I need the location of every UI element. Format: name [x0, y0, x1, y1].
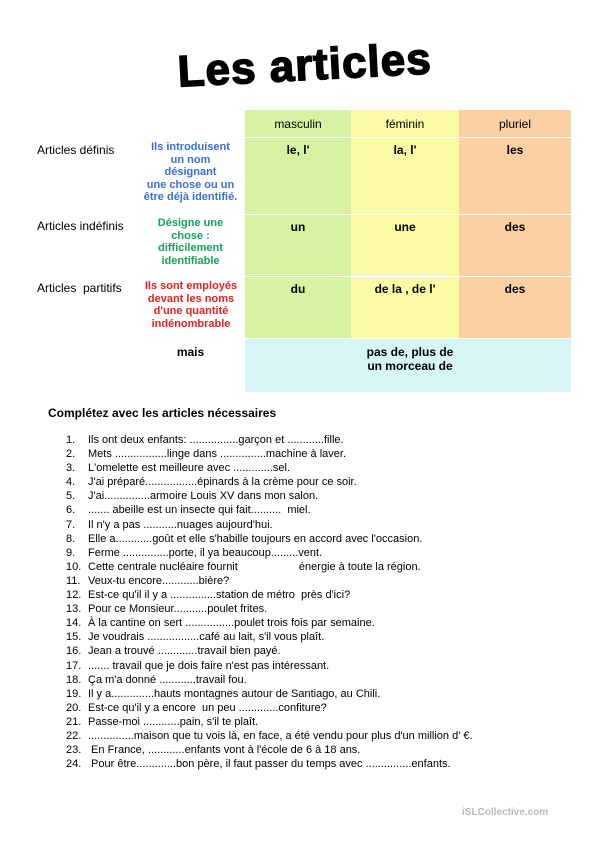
- exercise-number: 19.: [66, 687, 82, 700]
- exercise-text: Passe-moi ............pain, s'il te plaît.: [88, 715, 259, 728]
- exercise-number: 6.: [66, 504, 76, 517]
- exercise-text: Veux-tu encore............bière?: [88, 574, 230, 587]
- exercise-number: 16.: [66, 645, 82, 658]
- cell-definis-masculin: le, l': [245, 137, 351, 214]
- exercise-number: 11.: [66, 574, 81, 587]
- exercise-text: Pour ce Monsieur...........poulet frites.: [88, 603, 268, 616]
- exercise-item: [66, 475, 586, 489]
- header-feminin: féminin: [351, 110, 459, 137]
- footer-watermark: iSLCollective.com: [462, 807, 549, 818]
- exercise-item: [66, 574, 586, 588]
- exercise-item: [66, 743, 586, 757]
- exercise-item: [66, 616, 586, 630]
- exercise-item: [66, 447, 586, 461]
- exercise-instruction: Complétez avec les articles nécessaires: [48, 406, 277, 420]
- mais-label: mais: [176, 345, 205, 359]
- exercise-number: 24.: [66, 758, 82, 771]
- exercise-number: 10.: [66, 560, 82, 573]
- description-partitifs: Ils sont employés devant les noms d'une quantité indénombrable: [144, 280, 238, 330]
- exercise-number: 3.: [66, 462, 76, 475]
- description-definis: Ils introduisent un nom désignant une chose ou un être déjà identifié.: [143, 141, 238, 204]
- exercise-text: Je voudrais .................café au lait, s'il vous plaît.: [88, 631, 325, 644]
- exercise-text: Est-ce qu'il il y a ...............station de métro près d'ici?: [88, 589, 351, 602]
- cell-definis-pluriel: les: [459, 137, 571, 214]
- exercise-text: ....... abeille est un insecte qui fait.......... miel.: [88, 504, 311, 517]
- exercise-item: [66, 701, 586, 715]
- exercise-number: 7.: [66, 518, 76, 531]
- exercise-item: [66, 560, 586, 574]
- exercise-number: 14.: [66, 617, 82, 630]
- exercise-text: ...............maison que tu vois là, en face, a été vendu pour plus d'un million d' €.: [88, 729, 473, 742]
- exercise-text: J'ai préparé.................épinards à la crème pour ce soir.: [88, 476, 357, 489]
- cell-indefinis-feminin: une: [351, 214, 459, 276]
- exercise-number: 21.: [66, 715, 82, 728]
- description-indefinis: Désigne une chose : difficilement identifiable: [157, 217, 224, 267]
- exercise-text: En France, ............enfants vont à l'école de 6 à 18 ans.: [88, 744, 361, 757]
- exercise-number: 12.: [66, 589, 82, 602]
- exercise-item: [66, 489, 586, 503]
- row-label-indefinis: Articles indéfinis: [37, 219, 124, 233]
- exercise-text: L'omelette est meilleure avec .............sel.: [88, 462, 291, 475]
- exercise-item: [66, 503, 586, 517]
- exercise-text: À la cantine on sert ................poulet trois fois par semaine.: [88, 617, 375, 630]
- mais-value: pas de, plus de un morceau de: [366, 345, 454, 373]
- exercise-text: Ils ont deux enfants: ................garçon et ............fille.: [88, 434, 344, 446]
- exercise-text: J'ai...............armoire Louis XV dans mon salon.: [88, 490, 319, 503]
- exercise-text: Il y a..............hauts montagnes autour de Santiago, au Chili.: [88, 687, 381, 700]
- exercise-text: Pour être.............bon père, il faut passer du temps avec ...............enfants.: [88, 758, 451, 771]
- exercise-item: [66, 644, 586, 658]
- articles-table: [30, 110, 571, 392]
- page-title: [160, 38, 450, 98]
- exercise-text: ....... travail que je dois faire n'est pas intéressant.: [88, 659, 330, 672]
- exercise-item: [66, 729, 586, 743]
- exercise-number: 18.: [66, 673, 82, 686]
- header-pluriel: pluriel: [459, 110, 571, 137]
- exercise-number: 8.: [66, 532, 76, 545]
- exercise-text: Ça m'a donné ............travail fou.: [88, 673, 247, 686]
- mais-cell: [245, 338, 571, 392]
- exercise-item: [66, 659, 586, 673]
- title-wordart: [160, 38, 450, 98]
- exercise-list: [66, 433, 586, 771]
- exercise-number: 9.: [66, 546, 76, 559]
- exercise-text: Il n'y a pas ...........nuages aujourd'hui.: [88, 518, 273, 531]
- exercise-item: [66, 673, 586, 687]
- exercise-number: 13.: [66, 603, 82, 616]
- cell-definis-feminin: la, l': [351, 137, 459, 214]
- row-label-definis: Articles définis: [37, 143, 115, 157]
- cell-partitifs-pluriel: des: [459, 276, 571, 338]
- title-text: Les articles: [176, 38, 433, 97]
- exercise-item: [66, 588, 586, 602]
- exercise-item: [66, 602, 586, 616]
- exercise-item: [66, 630, 586, 644]
- exercise-text: Elle a............goût et elle s'habille toujours en accord avec l'occasion.: [88, 532, 423, 545]
- exercise-item: [66, 715, 586, 729]
- exercise-number: 5.: [66, 490, 76, 503]
- exercise-number: 22.: [66, 729, 82, 742]
- exercise-text: Ferme ...............porte, il ya beaucoup.........vent.: [88, 546, 323, 559]
- exercise-item: [66, 433, 586, 447]
- exercise-number: 4.: [66, 476, 76, 489]
- exercise-text: Mets .................linge dans ...............machine à laver.: [88, 448, 346, 461]
- exercise-number: 17.: [66, 659, 82, 672]
- exercise-number: 20.: [66, 701, 82, 714]
- header-masculin: masculin: [245, 110, 351, 137]
- exercise-item: [66, 461, 586, 475]
- exercise-item: [66, 546, 586, 560]
- row-label-partitifs: Articles partitifs: [37, 281, 122, 295]
- exercise-text: Jean a trouvé .............travail bien payé.: [88, 645, 281, 658]
- cell-partitifs-masculin: du: [245, 276, 351, 338]
- exercise-number: 1.: [66, 434, 76, 446]
- exercise-number: 15.: [66, 631, 82, 644]
- exercise-item: [66, 518, 586, 532]
- cell-partitifs-feminin: de la , de l': [351, 276, 459, 338]
- cell-indefinis-pluriel: des: [459, 214, 571, 276]
- exercise-number: 23.: [66, 744, 82, 757]
- exercise-text: Est-ce qu'il y a encore un peu .............confiture?: [88, 701, 327, 714]
- exercise-text: Cette centrale nucléaire fournit énergie à toute la région.: [88, 560, 421, 573]
- exercise-item: [66, 757, 586, 771]
- exercise-item: [66, 532, 586, 546]
- exercise-number: 2.: [66, 448, 76, 461]
- exercise-item: [66, 687, 586, 701]
- cell-indefinis-masculin: un: [245, 214, 351, 276]
